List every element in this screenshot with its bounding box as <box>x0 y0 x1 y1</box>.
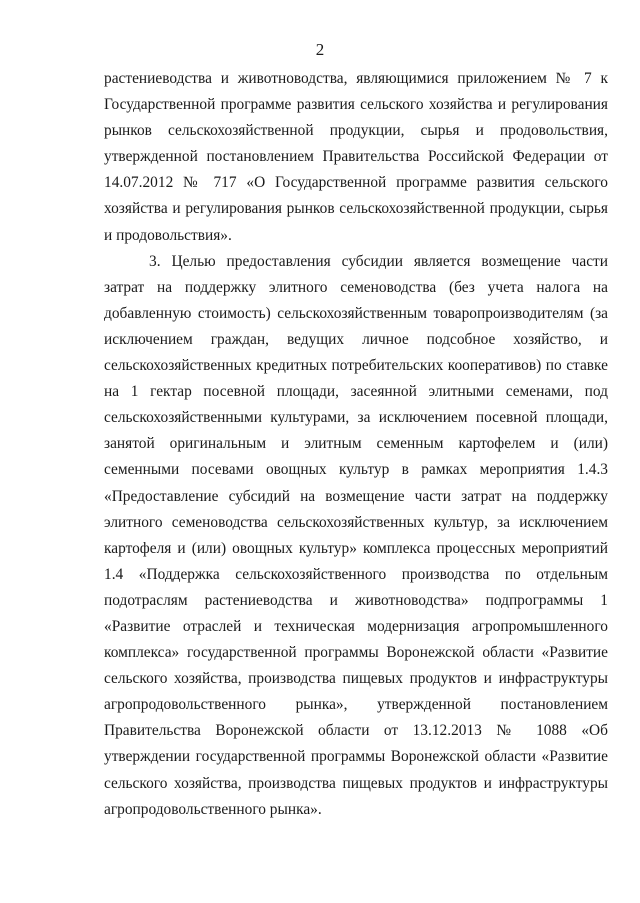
page-number: 2 <box>315 40 325 59</box>
paragraph-continuation: растениеводства и животноводства, являющимися приложением № 7 к Государственной программе развития сельского хозяйства и регулирования рынков сельскохозяйственной продукции, сырья и продовольствия, утвержденной постановлением Правительства Российской Федерации от 14.07.2012 № 717 «О Государственной программе развития сельского хозяйства и регулирования рынков сельскохозяйственной продукции, сырья и продовольствия». <box>104 70 608 244</box>
paragraph-3: 3. Целью предоставления субсидии является возмещение части затрат на поддержку элитного семеноводства (без учета налога на добавленную стоимость) сельскохозяйственным товаропроизводителям (за исключением граждан, ведущих личное подсобное хозяйство, и сельскохозяйственных кредитных потребительских кооперативов) по ставке на 1 гектар посевной площади, засеянной элитными семенами, под сельскохозяйственными культурами, за исключением посевной площади, занятой оригинальным и элитным семенным картофелем и (или) семенными посевами овощных культур в рамках мероприятия 1.4.3 «Предоставление субсидий на возмещение части затрат на поддержку элитного семеноводства сельскохозяйственных культур, за исключением картофеля и (или) овощных культур» комплекса процессных мероприятий 1.4 «Поддержка сельскохозяйственного производства по отдельным подотраслям растениеводства и животноводства» подпрограммы 1 «Развитие отраслей и техническая модернизация агропромышленного комплекса» государственной программы Воронежской области «Развитие сельского хозяйства, производства пищевых продуктов и инфраструктуры агропродовольственного рынка», утвержденной постановлением Правительства Воронежской области от 13.12.2013 № 1088 «Об утверждении государственной программы Воронежской области «Развитие сельского хозяйства, производства пищевых продуктов и инфраструктуры агропродовольственного рынка». <box>104 252 608 818</box>
document-body <box>104 66 608 823</box>
